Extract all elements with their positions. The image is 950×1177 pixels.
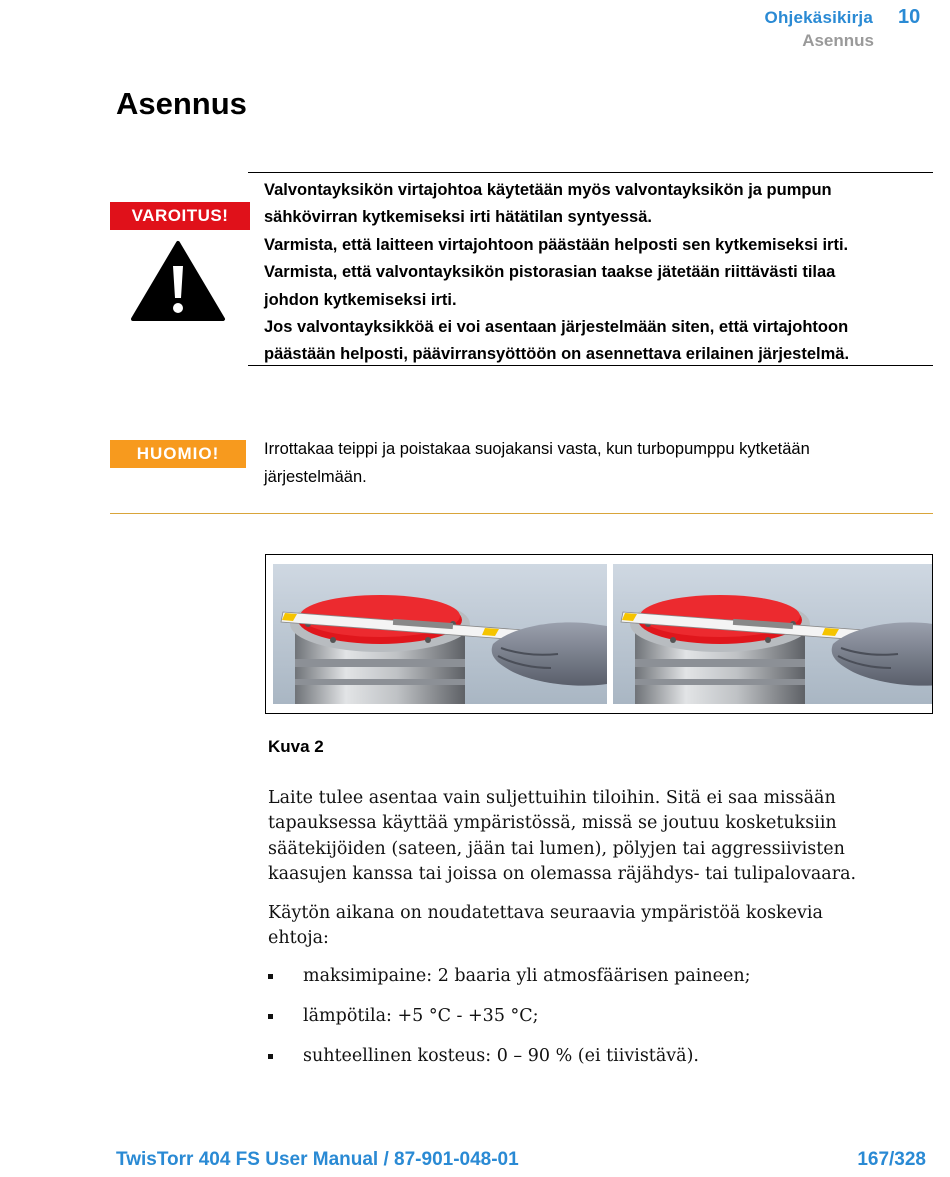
caution-badge: HUOMIO!	[110, 440, 246, 468]
body-line: kaasujen kanssa tai joissa on olemassa räjähdys- tai tulipalovaara.	[268, 864, 857, 885]
bullet-text: suhteellinen kosteus: 0 – 90 % (ei tiivistävä).	[303, 1046, 699, 1066]
figure-illustration	[266, 555, 933, 714]
body-line: Käytön aikana on noudatettava seuraavia ympäristöä koskevia	[268, 903, 823, 923]
warning-line: Jos valvontayksikköä ei voi asentaan järjestelmään siten, että virtajohtoon	[264, 318, 849, 337]
body-line: Laite tulee asentaa vain suljettuihin tiloihin. Sitä ei saa missään	[268, 788, 836, 808]
warning-line: päästään helposti, päävirransyöttöön on asennettava erilainen järjestelmä.	[264, 345, 850, 364]
bullet-square-icon	[268, 974, 273, 979]
body-line: säätekijöiden (sateen, jään tai lumen), pölyjen tai aggressiivisten	[268, 838, 845, 859]
running-header-title: Ohjekäsikirja	[764, 8, 873, 27]
bullet-text: lämpötila: +5 °C - +35 °C;	[303, 1006, 539, 1026]
warning-line: Varmista, että valvontayksikön pistorasian taakse jätetään riittävästi tilaa	[264, 263, 836, 282]
caution-text	[264, 436, 924, 491]
warning-triangle-icon	[130, 240, 226, 327]
bullet-square-icon	[268, 1054, 273, 1059]
caution-line: Irrottakaa teippi ja poistakaa suojakansi vasta, kun turbopumppu kytketään	[264, 440, 810, 458]
body-line: ehtoja:	[268, 928, 329, 949]
warning-text	[264, 177, 924, 369]
body-paragraph-2	[268, 901, 928, 952]
figure-caption: Kuva 2	[268, 737, 324, 756]
page-title: Asennus	[116, 86, 247, 121]
body-line: tapauksessa käyttää ympäristössä, missä se joutuu kosketuksiin	[268, 813, 837, 834]
warning-bottom-rule	[248, 365, 933, 366]
warning-top-rule	[248, 172, 933, 173]
body-paragraph-1	[268, 786, 928, 888]
warning-line: Varmista, että laitteen virtajohtoon päästään helposti sen kytkemiseksi irti.	[264, 235, 849, 254]
warning-line: Valvontayksikön virtajohtoa käytetään myös valvontayksikön ja pumpun	[264, 181, 832, 199]
chapter-number: 10	[898, 6, 921, 28]
bullet-square-icon	[268, 1014, 273, 1019]
warning-line: johdon kytkemiseksi irti.	[264, 290, 457, 309]
warning-line: sähkövirran kytkemiseksi irti hätätilan syntyessä.	[264, 208, 652, 227]
footer-document-title: TwisTorr 404 FS User Manual / 87-901-048-01	[116, 1149, 519, 1170]
caution-line: järjestelmään.	[264, 467, 367, 486]
footer-page-number: 167/328	[857, 1149, 926, 1170]
warning-badge: VAROITUS!	[110, 202, 250, 230]
running-header-chapter: Asennus	[802, 31, 874, 50]
figure-photo-frame	[265, 554, 933, 714]
bullet-text: maksimipaine: 2 baaria yli atmosfäärisen paineen;	[303, 966, 751, 986]
section-separator	[110, 513, 933, 514]
